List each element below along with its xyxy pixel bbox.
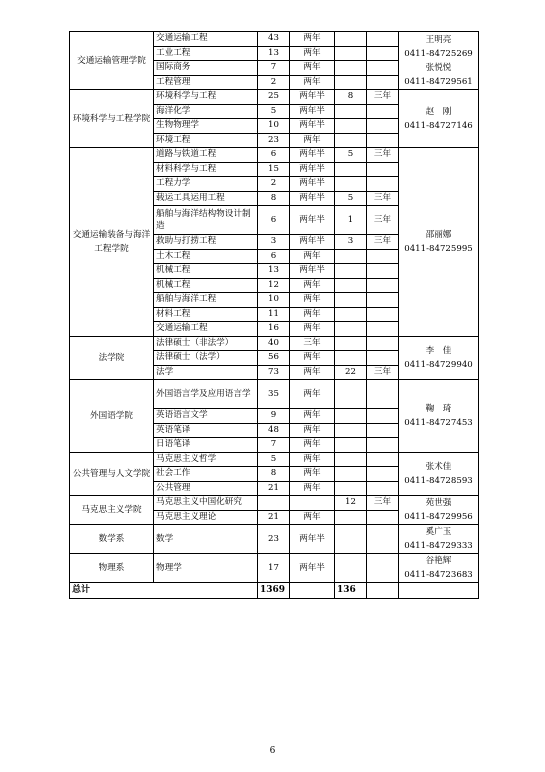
duration-cell: 两年 (290, 481, 335, 496)
masters-count-cell: 16 (258, 322, 290, 337)
phd-duration-cell (367, 293, 399, 308)
contact-cell (399, 554, 479, 583)
college-name: 交通运输管理学院 (70, 32, 154, 90)
contact-phone: 0411-84729956 (404, 512, 473, 522)
masters-count-cell: 9 (258, 409, 290, 424)
contact-cell (399, 148, 479, 337)
phd-duration-cell: 三年 (367, 365, 399, 380)
major-cell: 交通运输工程 (154, 322, 258, 337)
contact-name: 鞠 琦 (425, 403, 452, 414)
phd-count-cell (335, 554, 367, 583)
major-cell: 社会工作 (154, 467, 258, 482)
table-body (70, 32, 479, 599)
phd-duration-cell (367, 75, 399, 90)
duration-cell: 两年半 (290, 554, 335, 583)
total-masters: 1369 (258, 583, 290, 599)
table-row (70, 554, 479, 583)
phd-count-cell (335, 119, 367, 134)
phd-count-cell (335, 452, 367, 467)
phd-count-cell (335, 307, 367, 322)
duration-cell: 两年半 (290, 525, 335, 554)
major-cell: 马克思主义中国化研究 (154, 496, 258, 511)
duration-cell (290, 496, 335, 511)
phd-duration-cell (367, 133, 399, 148)
phd-duration-cell (367, 307, 399, 322)
phd-count-cell (335, 293, 367, 308)
phd-duration-cell (367, 481, 399, 496)
major-cell: 工业工程 (154, 46, 258, 61)
major-cell: 法律硕士（非法学） (154, 336, 258, 351)
duration-cell: 两年半 (290, 90, 335, 105)
duration-cell: 两年 (290, 75, 335, 90)
contact-name: 谷艳辉 (425, 556, 452, 566)
duration-cell: 两年 (290, 322, 335, 337)
major-cell: 英语语言文学 (154, 409, 258, 424)
phd-count-cell (335, 409, 367, 424)
masters-count-cell: 17 (258, 554, 290, 583)
duration-cell: 两年半 (290, 162, 335, 177)
masters-count-cell: 8 (258, 467, 290, 482)
duration-cell: 两年 (290, 510, 335, 525)
duration-cell: 两年 (290, 467, 335, 482)
masters-count-cell: 23 (258, 525, 290, 554)
table-row (70, 148, 479, 163)
duration-cell: 两年 (290, 409, 335, 424)
major-cell: 交通运输工程 (154, 32, 258, 47)
table-row (70, 90, 479, 105)
total-label: 总计 (70, 583, 258, 599)
phd-count-cell (335, 380, 367, 409)
contact-name: 张悦悦 (425, 62, 452, 73)
duration-cell: 两年 (290, 452, 335, 467)
phd-count-cell (335, 438, 367, 453)
duration-cell: 两年半 (290, 264, 335, 279)
contact-cell (399, 90, 479, 148)
masters-count-cell: 11 (258, 307, 290, 322)
phd-duration-cell (367, 423, 399, 438)
contact-cell (399, 452, 479, 496)
duration-cell: 两年 (290, 249, 335, 264)
major-cell: 船舶与海洋结构物设计制造 (154, 206, 258, 235)
empty-cell (399, 583, 479, 599)
major-cell: 机械工程 (154, 278, 258, 293)
major-cell: 外国语言学及应用语言学 (154, 380, 258, 409)
college-name: 物理系 (70, 554, 154, 583)
masters-count-cell: 15 (258, 162, 290, 177)
masters-count-cell (258, 496, 290, 511)
masters-count-cell: 3 (258, 235, 290, 250)
college-name: 外国语学院 (70, 380, 154, 453)
major-cell: 工程力学 (154, 177, 258, 192)
duration-cell: 两年半 (290, 206, 335, 235)
phd-count-cell (335, 133, 367, 148)
duration-cell: 两年半 (290, 148, 335, 163)
phd-count-cell (335, 322, 367, 337)
phd-duration-cell (367, 409, 399, 424)
phd-duration-cell: 三年 (367, 235, 399, 250)
duration-cell: 两年半 (290, 235, 335, 250)
phd-duration-cell (367, 104, 399, 119)
masters-count-cell: 40 (258, 336, 290, 351)
duration-cell: 两年 (290, 278, 335, 293)
phd-duration-cell: 三年 (367, 90, 399, 105)
total-phd: 136 (335, 583, 367, 599)
table-row (70, 496, 479, 511)
duration-cell: 两年 (290, 61, 335, 76)
masters-count-cell: 43 (258, 32, 290, 47)
phd-count-cell: 5 (335, 191, 367, 206)
phd-duration-cell (367, 61, 399, 76)
phd-count-cell (335, 336, 367, 351)
contact-cell (399, 525, 479, 554)
duration-cell: 两年 (290, 423, 335, 438)
phd-duration-cell: 三年 (367, 148, 399, 163)
phd-count-cell (335, 32, 367, 47)
masters-count-cell: 13 (258, 46, 290, 61)
masters-count-cell: 7 (258, 438, 290, 453)
college-name: 环境科学与工程学院 (70, 90, 154, 148)
contact-phone: 0411-84723683 (404, 570, 473, 580)
contact-phone: 0411-84729333 (404, 541, 473, 551)
masters-count-cell: 10 (258, 119, 290, 134)
duration-cell: 两年 (290, 293, 335, 308)
contact-name: 苑世强 (425, 498, 452, 508)
contact-name: 赵 刚 (425, 106, 452, 117)
phd-count-cell (335, 264, 367, 279)
phd-count-cell: 5 (335, 148, 367, 163)
major-cell: 道路与铁道工程 (154, 148, 258, 163)
masters-count-cell: 56 (258, 351, 290, 366)
contact-phone: 0411-84725269 (404, 48, 473, 59)
duration-cell: 两年半 (290, 177, 335, 192)
contact-phone: 0411-84725995 (404, 243, 473, 254)
major-cell: 载运工具运用工程 (154, 191, 258, 206)
phd-count-cell: 22 (335, 365, 367, 380)
phd-duration-cell: 三年 (367, 496, 399, 511)
masters-count-cell: 2 (258, 177, 290, 192)
phd-count-cell (335, 75, 367, 90)
masters-count-cell: 21 (258, 481, 290, 496)
phd-count-cell (335, 61, 367, 76)
total-row (70, 583, 479, 599)
contact-cell (399, 380, 479, 453)
masters-count-cell: 48 (258, 423, 290, 438)
phd-count-cell: 1 (335, 206, 367, 235)
college-name: 公共管理与人文学院 (70, 452, 154, 496)
college-name: 马克思主义学院 (70, 496, 154, 525)
phd-duration-cell (367, 467, 399, 482)
major-cell: 日语笔译 (154, 438, 258, 453)
masters-count-cell: 25 (258, 90, 290, 105)
masters-count-cell: 73 (258, 365, 290, 380)
duration-cell: 三年 (290, 336, 335, 351)
major-cell: 土木工程 (154, 249, 258, 264)
phd-duration-cell (367, 336, 399, 351)
table-row (70, 32, 479, 47)
masters-count-cell: 12 (258, 278, 290, 293)
major-cell: 物理学 (154, 554, 258, 583)
phd-duration-cell: 三年 (367, 206, 399, 235)
major-cell: 马克思主义哲学 (154, 452, 258, 467)
masters-count-cell: 8 (258, 191, 290, 206)
major-cell: 生物物理学 (154, 119, 258, 134)
major-cell: 法学 (154, 365, 258, 380)
duration-cell: 两年 (290, 307, 335, 322)
table-row (70, 336, 479, 351)
major-cell: 国际商务 (154, 61, 258, 76)
masters-count-cell: 13 (258, 264, 290, 279)
duration-cell: 两年 (290, 380, 335, 409)
major-cell: 材料工程 (154, 307, 258, 322)
masters-count-cell: 5 (258, 104, 290, 119)
phd-duration-cell (367, 264, 399, 279)
phd-duration-cell (367, 438, 399, 453)
masters-count-cell: 6 (258, 206, 290, 235)
contact-cell (399, 336, 479, 380)
phd-duration-cell (367, 351, 399, 366)
duration-cell: 两年 (290, 133, 335, 148)
phd-duration-cell (367, 46, 399, 61)
contact-cell (399, 32, 479, 90)
major-cell: 环境科学与工程 (154, 90, 258, 105)
phd-duration-cell (367, 452, 399, 467)
masters-count-cell: 7 (258, 61, 290, 76)
duration-cell: 两年半 (290, 104, 335, 119)
phd-duration-cell (367, 278, 399, 293)
phd-count-cell (335, 104, 367, 119)
phd-count-cell: 12 (335, 496, 367, 511)
empty-cell (290, 583, 335, 599)
table-row (70, 525, 479, 554)
phd-count-cell (335, 162, 367, 177)
phd-count-cell (335, 278, 367, 293)
table-row (70, 452, 479, 467)
masters-count-cell: 5 (258, 452, 290, 467)
phd-duration-cell (367, 380, 399, 409)
major-cell: 机械工程 (154, 264, 258, 279)
contact-cell (399, 496, 479, 525)
major-cell: 英语笔译 (154, 423, 258, 438)
contact-phone: 0411-84729940 (404, 359, 473, 370)
duration-cell: 两年 (290, 351, 335, 366)
contact-name: 邵丽娜 (425, 229, 452, 240)
duration-cell: 两年 (290, 438, 335, 453)
masters-count-cell: 23 (258, 133, 290, 148)
contact-phone: 0411-84728593 (404, 475, 473, 486)
duration-cell: 两年 (290, 46, 335, 61)
duration-cell: 两年 (290, 365, 335, 380)
college-name: 法学院 (70, 336, 154, 380)
contact-phone: 0411-84727453 (404, 417, 473, 428)
phd-count-cell (335, 177, 367, 192)
contact-phone: 0411-84727146 (404, 120, 473, 131)
phd-count-cell (335, 351, 367, 366)
masters-count-cell: 6 (258, 148, 290, 163)
contact-name: 王明亮 (425, 34, 452, 45)
masters-count-cell: 21 (258, 510, 290, 525)
masters-count-cell: 10 (258, 293, 290, 308)
masters-count-cell: 6 (258, 249, 290, 264)
phd-duration-cell (367, 32, 399, 47)
major-cell: 海洋化学 (154, 104, 258, 119)
phd-count-cell (335, 249, 367, 264)
major-cell: 工程管理 (154, 75, 258, 90)
major-cell: 材料科学与工程 (154, 162, 258, 177)
phd-duration-cell: 三年 (367, 191, 399, 206)
college-name: 交通运输装备与海洋工程学院 (70, 148, 154, 337)
contact-name: 李 佳 (425, 345, 452, 356)
table-row (70, 380, 479, 409)
phd-count-cell (335, 481, 367, 496)
phd-count-cell (335, 423, 367, 438)
phd-duration-cell (367, 510, 399, 525)
phd-duration-cell (367, 525, 399, 554)
duration-cell: 两年半 (290, 119, 335, 134)
major-cell: 船舶与海洋工程 (154, 293, 258, 308)
college-name: 数学系 (70, 525, 154, 554)
major-cell: 马克思主义理论 (154, 510, 258, 525)
major-cell: 公共管理 (154, 481, 258, 496)
major-cell: 法律硕士（法学） (154, 351, 258, 366)
duration-cell: 两年 (290, 32, 335, 47)
phd-count-cell (335, 467, 367, 482)
phd-count-cell: 3 (335, 235, 367, 250)
masters-count-cell: 35 (258, 380, 290, 409)
major-cell: 环境工程 (154, 133, 258, 148)
phd-duration-cell (367, 249, 399, 264)
phd-count-cell (335, 510, 367, 525)
contact-phone: 0411-84729561 (404, 76, 473, 87)
phd-count-cell (335, 46, 367, 61)
contact-name: 张术佳 (425, 461, 452, 472)
duration-cell: 两年半 (290, 191, 335, 206)
phd-count-cell (335, 525, 367, 554)
page-number: 6 (269, 746, 276, 756)
phd-duration-cell (367, 322, 399, 337)
major-cell: 救助与打捞工程 (154, 235, 258, 250)
phd-duration-cell (367, 119, 399, 134)
enrollment-table (69, 31, 479, 599)
contact-name: 奚广玉 (425, 527, 452, 537)
major-cell: 数学 (154, 525, 258, 554)
empty-cell (367, 583, 399, 599)
phd-duration-cell (367, 177, 399, 192)
phd-duration-cell (367, 162, 399, 177)
phd-count-cell: 8 (335, 90, 367, 105)
phd-duration-cell (367, 554, 399, 583)
masters-count-cell: 2 (258, 75, 290, 90)
